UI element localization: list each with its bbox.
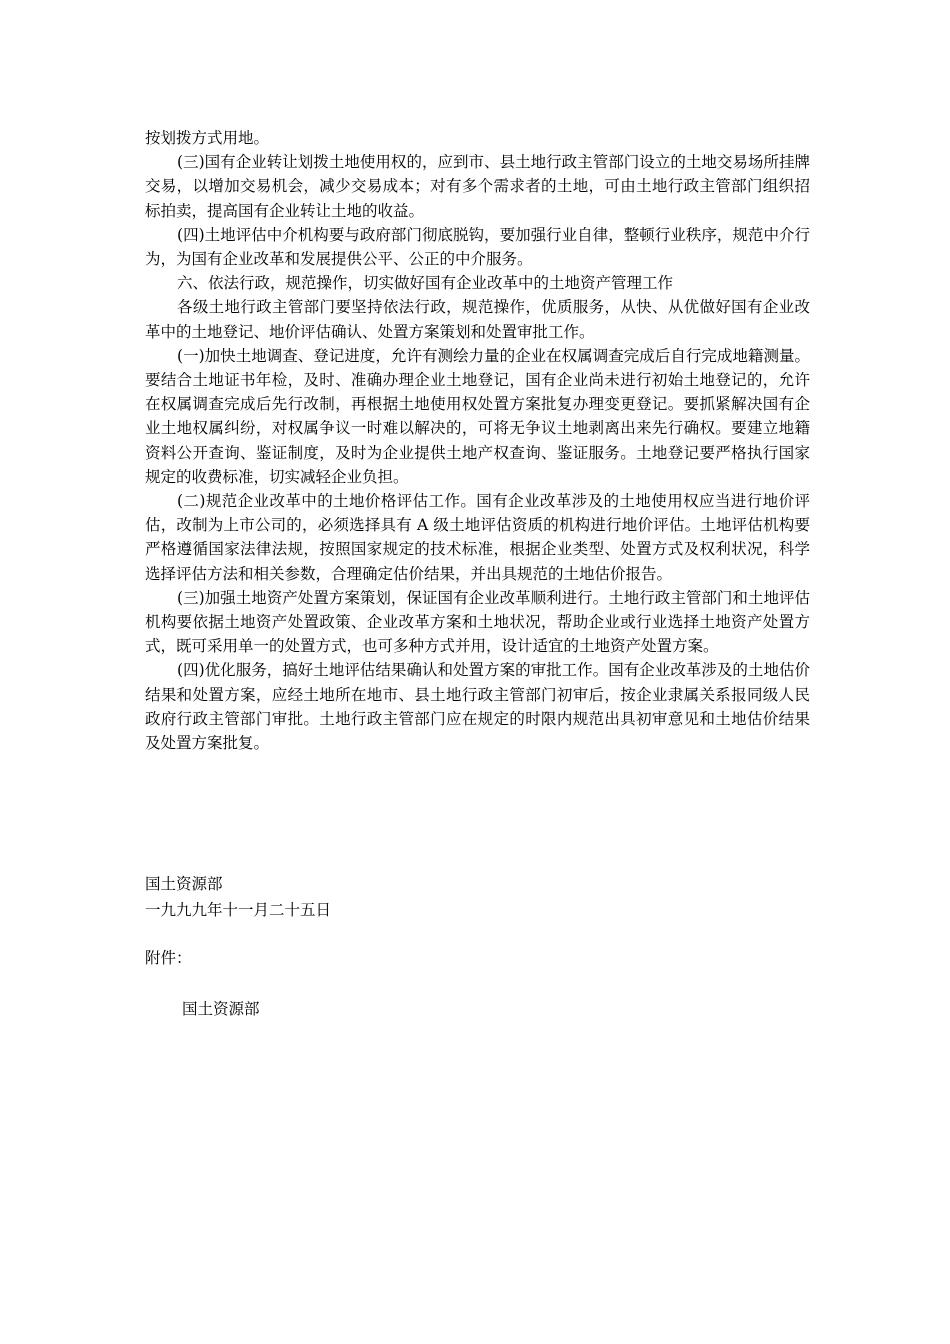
attachment-label: 附件：: [145, 949, 192, 967]
paragraph-land-transfer: (三)国有企业转让划拨土地使用权的，应到市、县土地行政主管部门设立的土地交易场所挂牌交易，以增加交易机会，减少交易成本；对有多个需求者的土地，可由土地行政主管部门组织招标拍卖，提高国有企业转让土地的收益。: [145, 153, 810, 220]
signature-organization: 国土资源部: [145, 875, 223, 893]
paragraph-section-intro: 各级土地行政主管部门要坚持依法行政，规范操作，优质服务，从快、从优做好国有企业改革中的土地登记、地价评估确认、处置方案策划和处置审批工作。: [145, 298, 810, 341]
paragraph-approval-service: (四)优化服务，搞好土地评估结果确认和处置方案的审批工作。国有企业改革涉及的土地估价结果和处置方案，应经土地所在地市、县土地行政主管部门初审后，按企业隶属关系报同级人民政府行政主管部门审批。土地行政主管部门应在规定的时限内规范出具初审意见和土地估价结果及处置方案批复。: [145, 661, 810, 753]
signature-date: 一九九九年十一月二十五日: [145, 901, 332, 919]
paragraph-appraisal-agencies: (四)土地评估中介机构要与政府部门彻底脱钩，要加强行业自律，整顿行业秩序，规范中介行为，为国有企业改革和发展提供公平、公正的中介服务。: [145, 225, 810, 269]
paragraph-price-appraisal: (二)规范企业改革中的土地价格评估工作。国有企业改革涉及的土地使用权应当进行地价评估，改制为上市公司的，必须选择具有 A 级土地评估资质的机构进行地价评估。土地评估机构要严格遵循国家法律法规，按照国家规定的技术标准，根据企业类型、处置方式及权利状况，科学选择评估方法和相关参数，合理确定估价结果，并出具规范的土地估价报告。: [145, 492, 810, 583]
paragraph-disposal-planning: (三)加强土地资产处置方案策划，保证国有企业改革顺利进行。土地行政主管部门和土地评估机构要依据土地资产处置政策、企业改革方案和土地状况，帮助企业或行业选择土地资产处置方式，既可采用单一的处置方式，也可多种方式并用，设计适宜的土地资产处置方案。: [145, 588, 810, 656]
paragraph-registration: (一)加快土地调查、登记进度，允许有测绘力量的企业在权属调查完成后自行完成地籍测量。要结合土地证书年检，及时、准确办理企业土地登记，国有企业尚未进行初始土地登记的，允许在权属调查完成后先行改制，再根据土地使用权处置方案批复办理变更登记。要抓紧解决国有企业土地权属纠纷，对权属争议一时难以解决的，可将无争议土地剥离出来先行确权。要建立地籍资料公开查询、鉴证制度，及时为企业提供土地产权查询、鉴证服务。土地登记要严格执行国家规定的收费标准，切实减轻企业负担。: [145, 346, 810, 486]
document-body: [145, 126, 810, 755]
attachment-organization: 国土资源部: [182, 1000, 260, 1018]
paragraph-continuation: 按划拨方式用地。: [145, 129, 270, 147]
section-heading-six: 六、依法行政，规范操作，切实做好国有企业改革中的土地资产管理工作: [177, 274, 674, 293]
